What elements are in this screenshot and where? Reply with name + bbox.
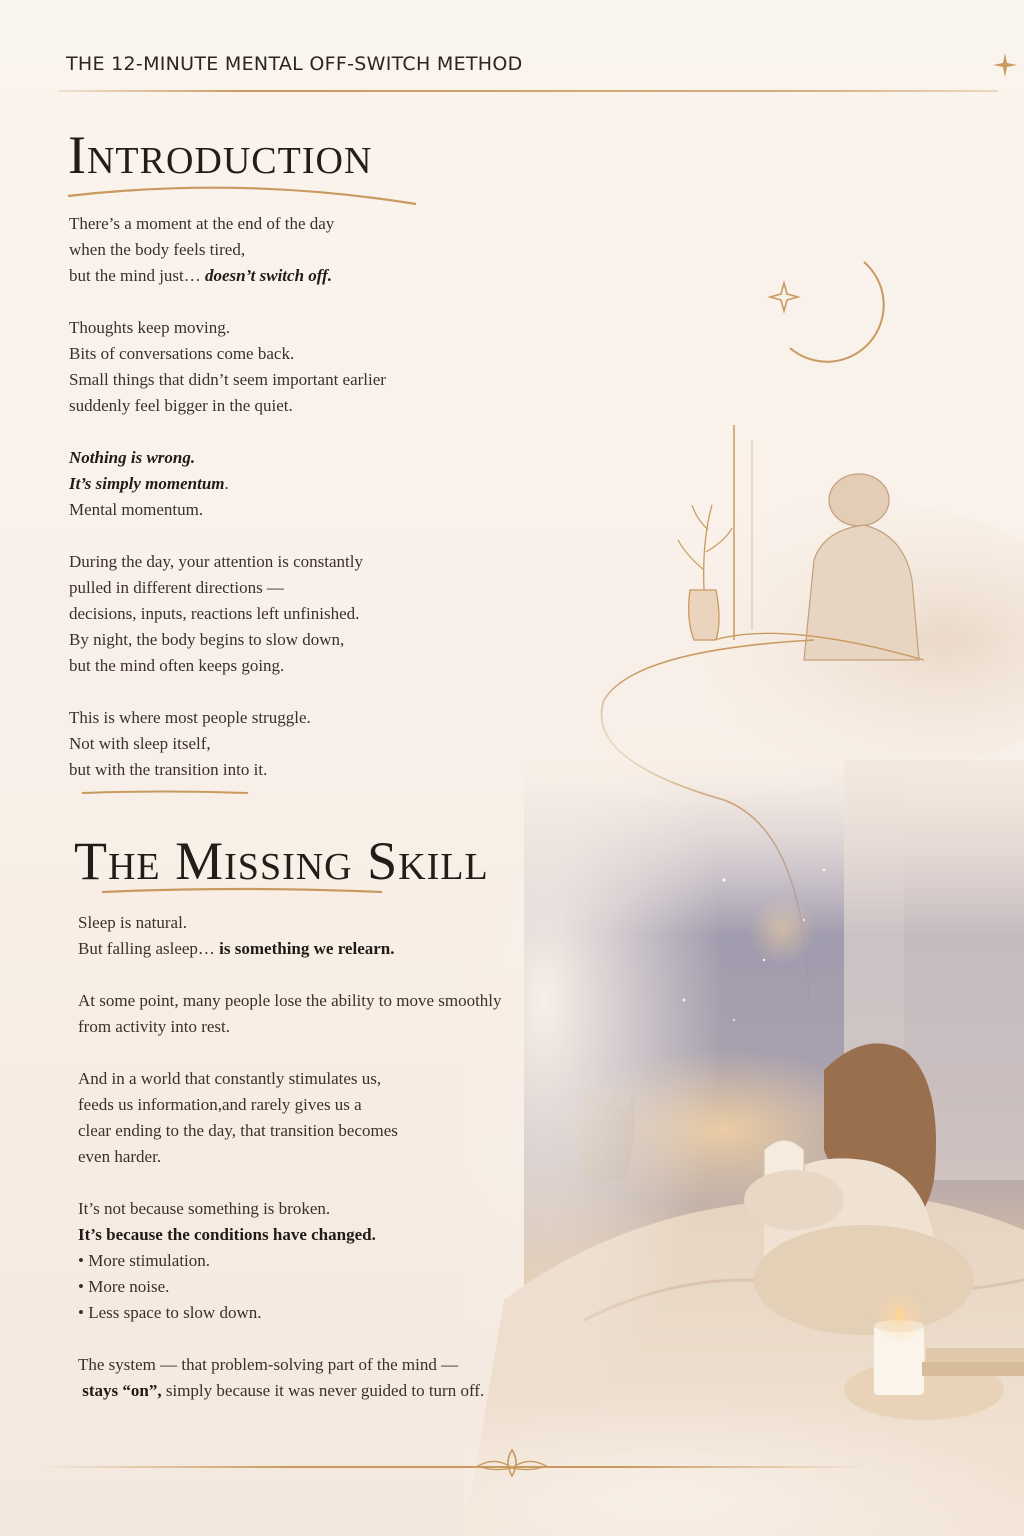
page-header-title: THE 12-MINUTE MENTAL OFF-SWITCH METHOD: [66, 53, 523, 75]
heading-flourish: [100, 884, 384, 898]
missing-skill-text: Sleep is natural. But falling asleep… is something we relearn. At some point, many people lose the ability to move smoothly from activity into rest. And in a world that constantly stimulates us, feeds us information,and rarely gives us a clear ending to the day, that transition becomes even harder. It’s not because something is broken. It’s because the conditions have changed. • More stimulation. • More noise. • Less space to slow down. The system — that problem-solving part of the mind — stays “on”, simply because it was never guided to turn off.: [78, 913, 502, 1400]
heading-flourish: [66, 182, 418, 208]
bedtime-illustration: [464, 0, 1024, 1536]
missing-skill-heading: The Missing Skill: [74, 831, 489, 891]
footer-divider: [40, 1466, 870, 1468]
ornament-icon: [472, 1446, 552, 1486]
introduction-heading: Introduction: [68, 125, 373, 185]
section-divider: [80, 788, 250, 798]
introduction-text: There’s a moment at the end of the day when the body feels tired, but the mind just… doesn’t switch off. Thoughts keep moving. Bits of conversations come back. Small things that didn’t seem important earlier suddenly feel bigger in the quiet. Nothing is wrong. It’s simply momentum. Mental momentum. During the day, your attention is constantly pulled in different directions — decisions, inputs, reactions left unfinished. By night, the body begins to slow down, but the mind often keeps going. This is where most people struggle. Not with sleep itself, but with the transition into it.: [69, 214, 386, 779]
